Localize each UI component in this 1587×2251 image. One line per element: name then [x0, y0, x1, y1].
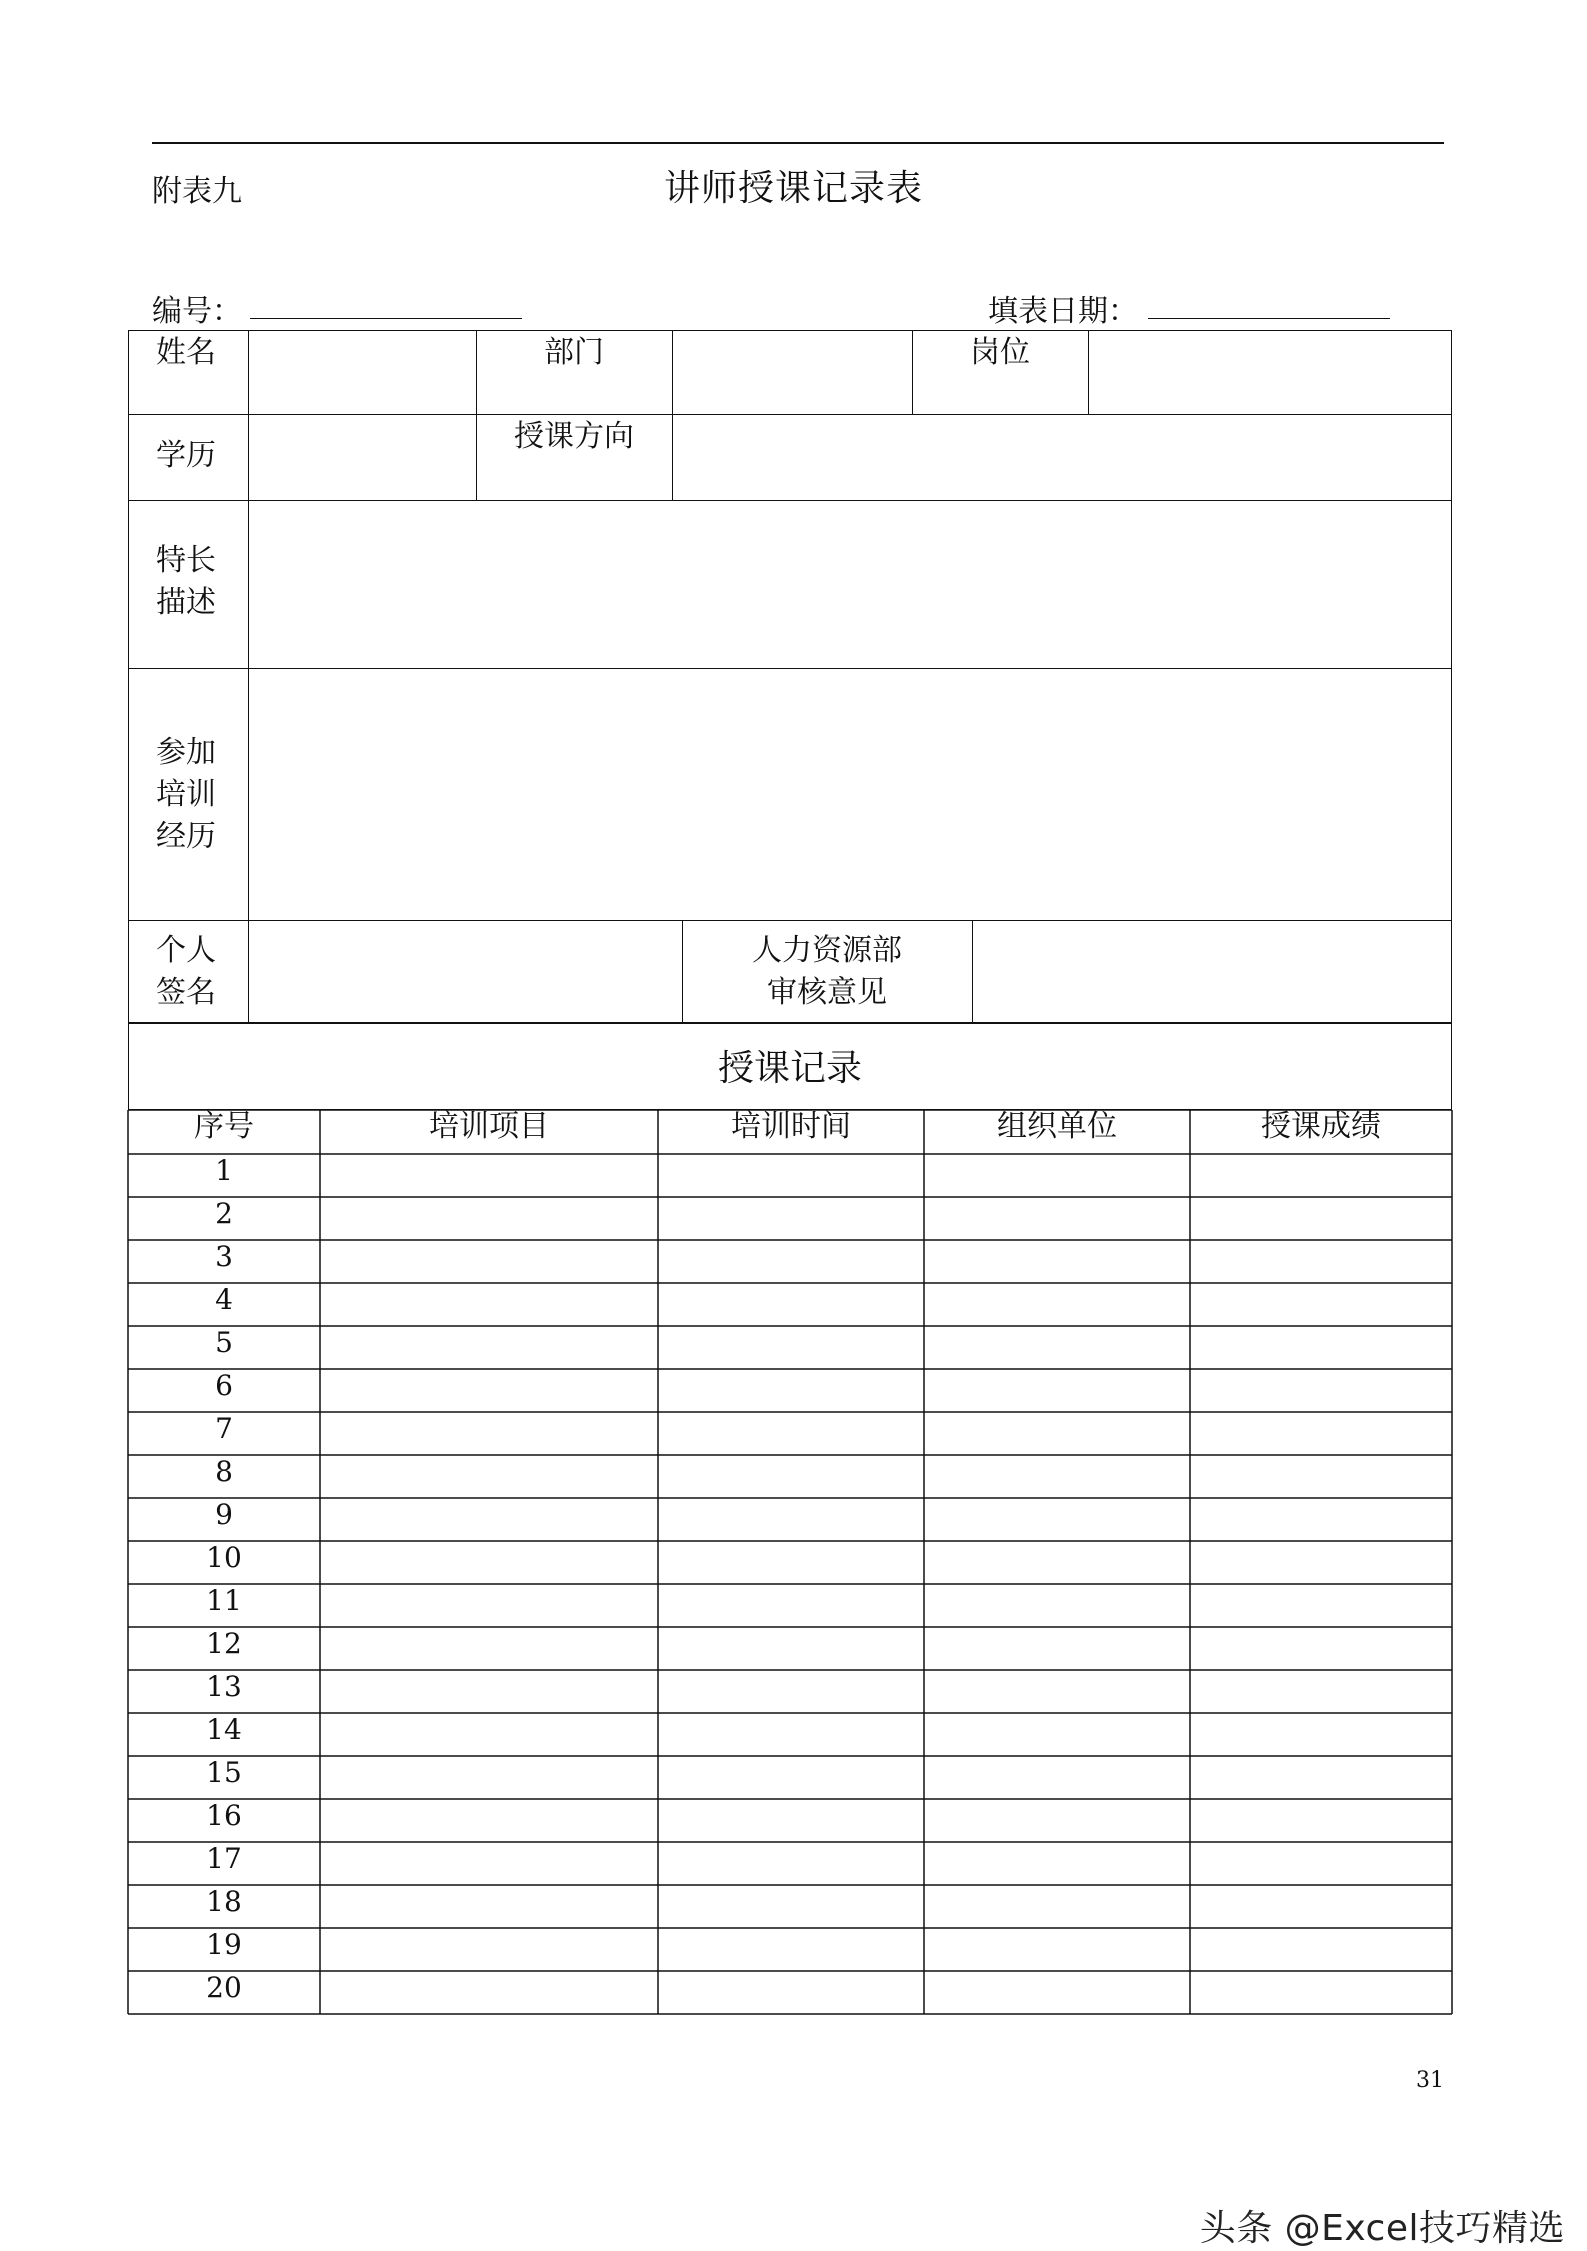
signature-label: 签名: [156, 975, 216, 1010]
table-row-number: 20: [206, 1971, 242, 2004]
specialty-label: 特长: [156, 543, 216, 578]
table-row-number: 8: [215, 1455, 233, 1488]
column-header-time: 培训时间: [731, 1109, 851, 1144]
date-label: 填表日期：: [988, 294, 1138, 329]
direction-label: 授课方向: [514, 419, 634, 454]
name-label: 姓名: [156, 335, 216, 370]
training-label: 经历: [156, 819, 216, 854]
table-row-number: 15: [206, 1756, 242, 1789]
page-title: 讲师授课记录表: [663, 168, 923, 209]
training-label: 培训: [156, 777, 216, 812]
table-row-number: 12: [206, 1627, 242, 1660]
table-row-number: 4: [215, 1283, 233, 1316]
watermark: 头条 @Excel技巧精选: [1199, 2208, 1565, 2249]
table-row-number: 10: [206, 1541, 242, 1574]
table-row-number: 5: [215, 1326, 233, 1359]
table-row-number: 3: [215, 1240, 233, 1273]
position-label: 岗位: [970, 335, 1030, 370]
table-row-number: 9: [215, 1498, 233, 1531]
table-row-number: 18: [206, 1885, 242, 1918]
records-title: 授课记录: [717, 1048, 862, 1089]
table-row-number: 11: [206, 1584, 242, 1617]
table-row-number: 16: [206, 1799, 242, 1832]
table-row-number: 14: [206, 1713, 242, 1746]
page-number: 31: [1416, 2068, 1444, 2093]
column-header-index: 序号: [194, 1109, 254, 1144]
table-row-number: 1: [215, 1154, 233, 1187]
dept-label: 部门: [544, 335, 604, 370]
number-label: 编号：: [152, 294, 242, 329]
table-row-number: 17: [206, 1842, 242, 1875]
specialty-label: 描述: [156, 585, 216, 620]
column-header-project: 培训项目: [429, 1109, 549, 1144]
signature-label: 个人: [156, 933, 216, 968]
table-row-number: 6: [215, 1369, 233, 1402]
appendix-label: 附表九: [152, 174, 242, 209]
hr-review-label: 审核意见: [767, 975, 887, 1010]
column-header-organizer: 组织单位: [997, 1109, 1117, 1144]
training-label: 参加: [156, 735, 216, 770]
table-row-number: 19: [206, 1928, 242, 1961]
education-label: 学历: [156, 438, 216, 473]
table-row-number: 7: [215, 1412, 233, 1445]
hr-review-label: 人力资源部: [752, 933, 902, 968]
column-header-score: 授课成绩: [1261, 1109, 1381, 1144]
table-row-number: 13: [206, 1670, 242, 1703]
table-row-number: 2: [215, 1197, 233, 1230]
